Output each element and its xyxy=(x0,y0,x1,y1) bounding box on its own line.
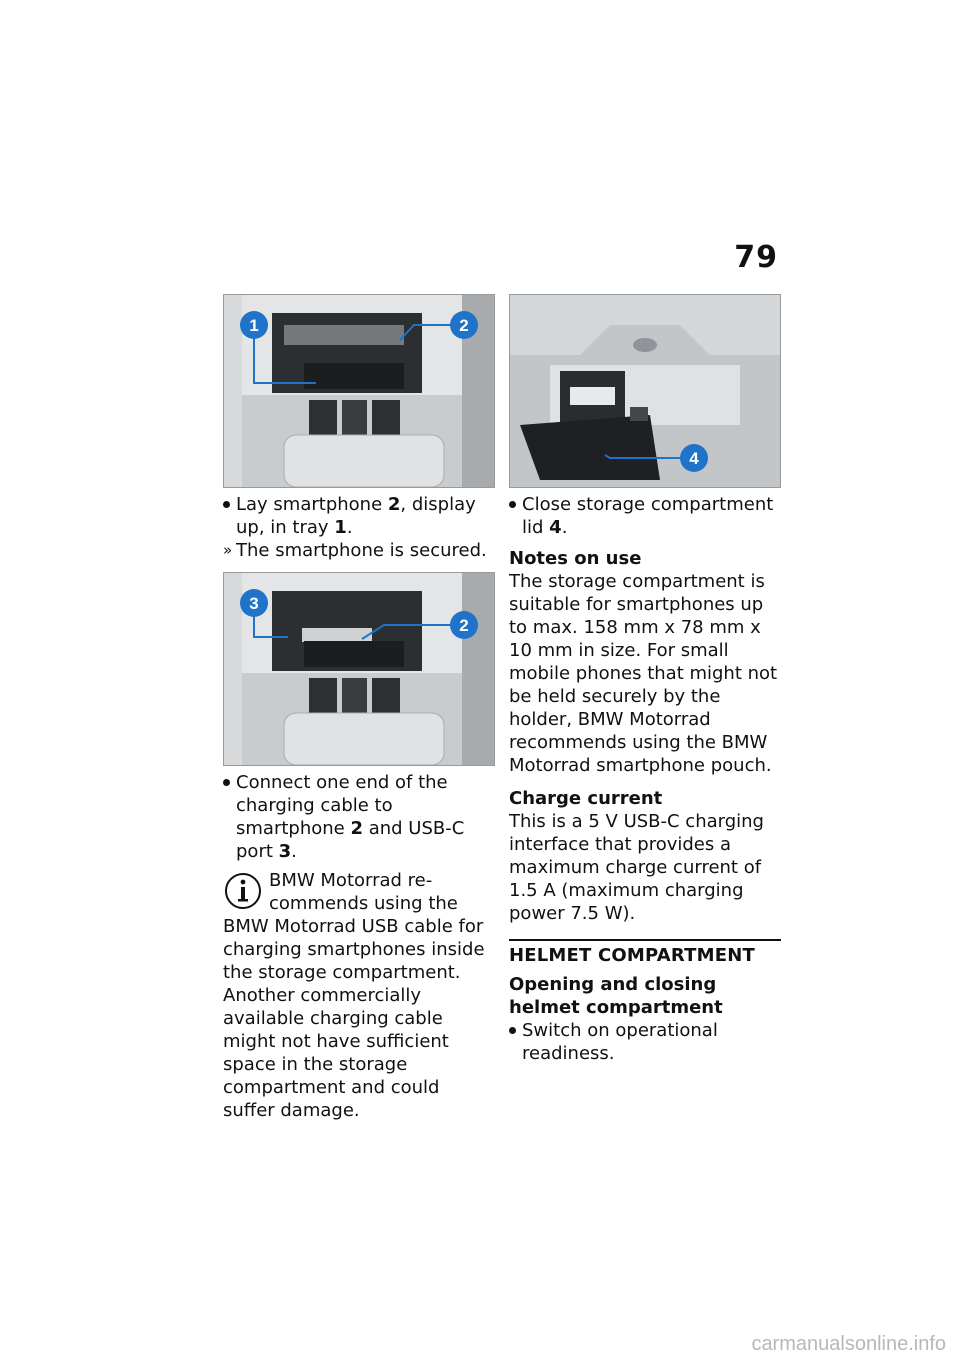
left-instructions-1 xyxy=(223,493,495,562)
helmet-sub-heading: Opening and closing helmet compartment xyxy=(509,974,723,1018)
notes-text: The storage compartment is suitable for smartphones up to max. 158 mm x 78 mm x 10 mm in size. For small mobile phones that might not be held securely by the holder, BMW Motorrad recommends using the BMW Motorrad smartphone pouch. xyxy=(509,571,778,776)
step1-ref-1: 1 xyxy=(334,517,347,538)
result1-text: The smartphone is secured. xyxy=(236,540,487,561)
step2-ref-2: 2 xyxy=(350,818,363,839)
photo-smartphone-in-tray xyxy=(223,294,495,488)
photo-charging-cable xyxy=(223,572,495,766)
step-lay-smartphone xyxy=(223,493,495,539)
section-title-helmet: HELMET COMPARTMENT xyxy=(509,939,781,967)
result-secured xyxy=(223,539,495,562)
step2-text-c: . xyxy=(291,841,297,862)
step-switch-on xyxy=(509,1019,781,1065)
step3-ref-4: 4 xyxy=(549,517,562,538)
right-column xyxy=(509,493,781,1065)
info-note xyxy=(223,869,495,1122)
step-close-lid xyxy=(509,493,781,539)
callout-2-label: 2 xyxy=(459,316,469,335)
info-icon xyxy=(223,871,263,911)
info-first-line: BMW Motorrad re- xyxy=(269,870,433,891)
step3-text-a: Close storage compartment lid xyxy=(522,494,774,538)
step2-ref-3: 3 xyxy=(278,841,292,862)
info-second-line: commends using the xyxy=(269,893,458,914)
photo-storage-lid xyxy=(509,294,781,488)
step4-text: Switch on operational readiness. xyxy=(522,1020,718,1064)
step2-text-a: Connect one end of the charging cable to smartphone xyxy=(236,772,448,839)
step-connect-cable xyxy=(223,771,495,863)
left-instructions-2 xyxy=(223,771,495,1122)
step1-text-c: . xyxy=(346,517,353,538)
step1-text-b: , display up, in tray xyxy=(236,494,476,538)
notes-heading: Notes on use xyxy=(509,548,642,569)
photo-1-illustration xyxy=(224,295,494,487)
step1-ref-2: 2 xyxy=(387,494,401,515)
info-body: BMW Motorrad USB cable for charging smartphones inside the storage compartment. Another commercially available charging cable might not have sufficient space in the storage compartment and could suffer damage. xyxy=(223,916,485,1121)
callout-1-label: 1 xyxy=(249,316,259,335)
page-number: 79 xyxy=(734,240,778,275)
callout-3-label: 3 xyxy=(249,594,259,613)
step2-text-b: and USB-C port xyxy=(236,818,465,862)
watermark: carmanualsonline.info xyxy=(751,1333,946,1355)
charge-text: This is a 5 V USB-C charging interface that provides a maximum charge current of 1.5 A (maximum charging power 7.5 W). xyxy=(509,811,764,924)
callout-2b-label: 2 xyxy=(459,616,469,635)
step3-text-b: . xyxy=(561,517,568,538)
callout-4-label: 4 xyxy=(689,449,699,468)
photo-3-illustration xyxy=(510,295,780,487)
charge-heading: Charge current xyxy=(509,788,663,809)
step1-text-a: Lay smartphone xyxy=(236,494,388,515)
photo-2-illustration xyxy=(224,573,494,765)
